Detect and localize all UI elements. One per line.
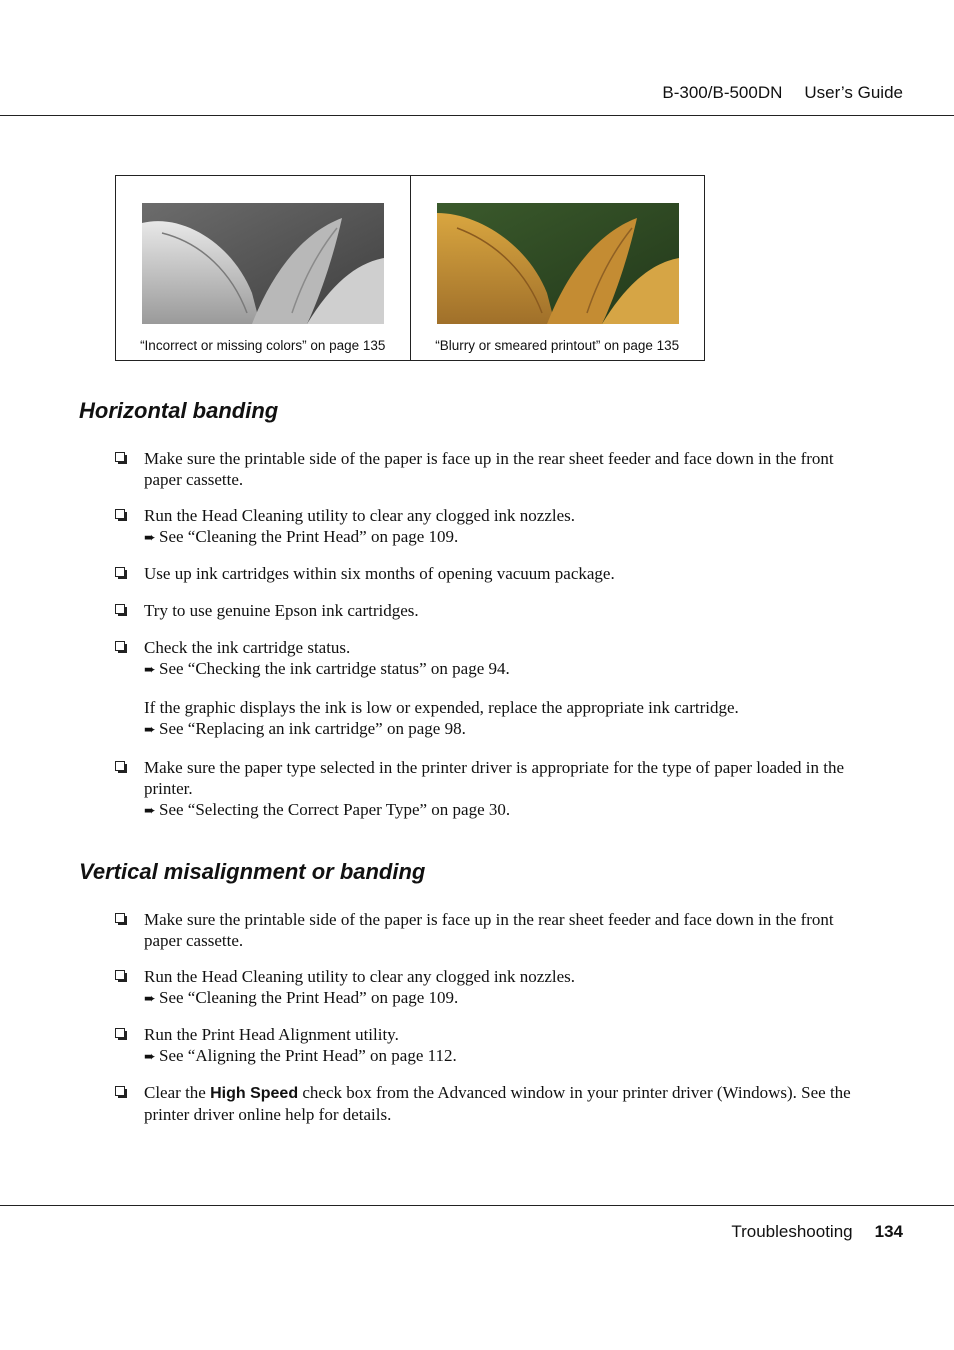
figure-cell-grayscale xyxy=(116,176,410,360)
list-item: Run the Head Cleaning utility to clear any clogged ink nozzles. ➨ See “Cleaning the Print Head” on page 109. xyxy=(115,505,875,549)
page-number: 134 xyxy=(874,1222,903,1241)
list-item: Clear the High Speed check box from the Advanced window in your printer driver (Windows). See the printer driver online help for details. xyxy=(115,1082,875,1125)
arrow-right-icon: ➨ xyxy=(144,663,156,678)
arrow-right-icon: ➨ xyxy=(144,723,156,738)
guide-name: User’s Guide xyxy=(804,83,903,102)
checkbox-bullet-icon xyxy=(115,970,125,980)
footer-section: Troubleshooting xyxy=(731,1222,853,1241)
list-item: Make sure the printable side of the paper is face up in the rear sheet feeder and face down in the front paper cassette. xyxy=(115,909,875,951)
color-petals-image xyxy=(437,203,679,324)
cross-reference: ➨ See “Checking the ink cartridge status” on page 94. xyxy=(144,658,875,681)
list-item: Check the ink cartridge status. ➨ See “Checking the ink cartridge status” on page 94. If the graphic displays the ink is low or expended, replace the appropriate ink cartridge. ➨ See “Replacing an ink cartridge” on page 98. xyxy=(115,637,875,741)
checkbox-bullet-icon xyxy=(115,509,125,519)
ui-term-high-speed: High Speed xyxy=(210,1085,299,1102)
checkbox-bullet-icon xyxy=(115,567,125,577)
section-heading-horizontal-banding: Horizontal banding xyxy=(79,398,279,423)
list-item: Make sure the paper type selected in the printer driver is appropriate for the type of paper loaded in the printer. ➨ See “Selecting the Correct Paper Type” on page 30. xyxy=(115,757,875,822)
list-item: Run the Print Head Alignment utility. ➨ See “Aligning the Print Head” on page 112. xyxy=(115,1024,875,1068)
figure-table xyxy=(115,175,705,361)
figure-caption: “Incorrect or missing colors” on page 135 xyxy=(140,338,386,353)
checkbox-bullet-icon xyxy=(115,452,125,462)
checkbox-bullet-icon xyxy=(115,761,125,771)
checkbox-bullet-icon xyxy=(115,913,125,923)
checkbox-bullet-icon xyxy=(115,604,125,614)
list-item: Run the Head Cleaning utility to clear any clogged ink nozzles. ➨ See “Cleaning the Print Head” on page 109. xyxy=(115,966,875,1010)
model-name: B-300/B-500DN xyxy=(662,83,783,102)
list-item: Use up ink cartridges within six months of opening vacuum package. xyxy=(115,563,875,584)
arrow-right-icon: ➨ xyxy=(144,1050,156,1065)
cross-reference: ➨ See “Cleaning the Print Head” on page 109. xyxy=(144,526,875,549)
checkbox-bullet-icon xyxy=(115,641,125,651)
cross-reference: ➨ See “Aligning the Print Head” on page 112. xyxy=(144,1045,875,1068)
figure-caption: “Blurry or smeared printout” on page 135 xyxy=(435,338,680,353)
arrow-right-icon: ➨ xyxy=(144,531,156,546)
checkbox-bullet-icon xyxy=(115,1028,125,1038)
list-item: Make sure the printable side of the paper is face up in the rear sheet feeder and face down in the front paper cassette. xyxy=(115,448,875,490)
cross-reference: ➨ See “Replacing an ink cartridge” on page 98. xyxy=(144,718,875,741)
checkbox-bullet-icon xyxy=(115,1086,125,1096)
list-item: Try to use genuine Epson ink cartridges. xyxy=(115,600,875,621)
header-rule xyxy=(0,115,954,116)
cross-reference: ➨ See “Selecting the Correct Paper Type” on page 30. xyxy=(144,799,875,822)
footer-rule xyxy=(0,1205,954,1206)
arrow-right-icon: ➨ xyxy=(144,992,156,1007)
grayscale-petals-image xyxy=(142,203,384,324)
page-header xyxy=(662,83,903,103)
page-footer xyxy=(731,1222,903,1242)
arrow-right-icon: ➨ xyxy=(144,804,156,819)
section-heading-vertical-misalignment: Vertical misalignment or banding xyxy=(79,859,426,884)
figure-cell-color xyxy=(410,176,705,360)
cross-reference: ➨ See “Cleaning the Print Head” on page 109. xyxy=(144,987,875,1010)
